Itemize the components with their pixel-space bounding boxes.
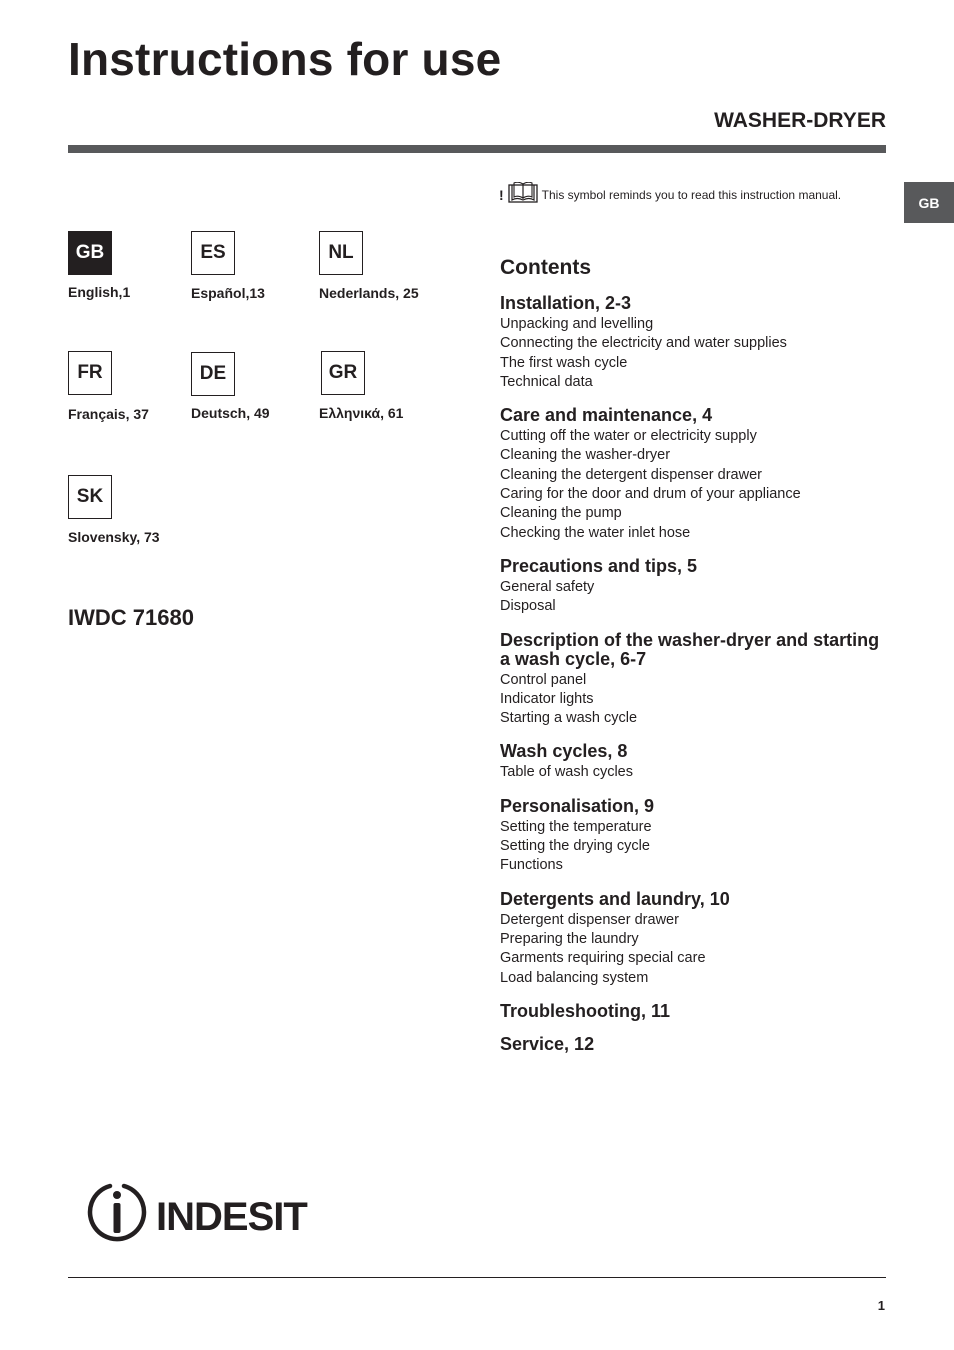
- section-title: Troubleshooting, 11: [500, 1000, 671, 1021]
- page-number: 1: [877, 1298, 885, 1313]
- section-title: Description of the washer-dryer and starting a wash cycle, 6-7: [500, 629, 880, 669]
- section-title: Care and maintenance, 4: [500, 405, 713, 426]
- section-title: Installation, 2-3: [500, 293, 632, 313]
- section-item: Cutting off the water or electricity supply: [500, 428, 757, 445]
- section-item: Caring for the door and drum of your appliance: [500, 486, 801, 503]
- language-label-es[interactable]: Español,13: [191, 285, 265, 301]
- section-item: Indicator lights: [500, 690, 594, 707]
- language-label-fr[interactable]: Français, 37: [68, 406, 149, 422]
- language-box-nl[interactable]: NL: [319, 231, 363, 275]
- footer-rule: [68, 1277, 886, 1278]
- section-item: Functions: [500, 857, 563, 874]
- indesit-logo-mark: [84, 1180, 316, 1242]
- symbol-note: [499, 182, 841, 207]
- symbol-note-text: This symbol reminds you to read this instruction manual.: [541, 187, 842, 202]
- section-item: Setting the temperature: [500, 818, 652, 835]
- section-item: The first wash cycle: [500, 354, 628, 371]
- language-label-gb[interactable]: English,1: [68, 284, 131, 300]
- section-item: Checking the water inlet hose: [500, 524, 691, 541]
- section-item: Cleaning the detergent dispenser drawer: [500, 466, 762, 483]
- contents-section: [500, 742, 890, 782]
- section-item: Control panel: [500, 671, 587, 688]
- model-number: IWDC 71680: [68, 605, 194, 630]
- contents-section: [500, 1035, 890, 1054]
- section-title: Personalisation, 9: [500, 795, 655, 816]
- exclamation-mark: !: [499, 186, 504, 203]
- language-label-sk[interactable]: Slovensky, 73: [68, 529, 160, 545]
- section-title: Service, 12: [500, 1033, 595, 1054]
- contents-section: [500, 294, 890, 392]
- section-item: Cleaning the pump: [500, 505, 622, 522]
- section-item: Cleaning the washer-dryer: [500, 447, 671, 464]
- indesit-logo: [84, 1180, 316, 1242]
- section-item: Setting the drying cycle: [500, 838, 650, 855]
- open-book-icon: [508, 182, 542, 207]
- contents-section: [500, 406, 890, 543]
- language-box-sk[interactable]: SK: [68, 475, 112, 519]
- section-item: Unpacking and levelling: [500, 316, 654, 332]
- section-item: Connecting the electricity and water supplies: [500, 335, 787, 352]
- table-of-contents: [500, 256, 890, 1068]
- logo-wordmark: INDESIT: [156, 1195, 307, 1239]
- page-title: Instructions for use: [68, 33, 502, 85]
- contents-section: [500, 557, 890, 617]
- contents-section: [500, 631, 890, 729]
- language-label-de[interactable]: Deutsch, 49: [191, 405, 270, 421]
- language-box-fr[interactable]: FR: [68, 351, 112, 395]
- contents-section: [500, 797, 890, 876]
- section-title: Wash cycles, 8: [500, 741, 628, 762]
- product-type: WASHER-DRYER: [714, 109, 886, 132]
- section-title: Detergents and laundry, 10: [500, 888, 730, 909]
- section-item: Load balancing system: [500, 969, 649, 986]
- language-box-es[interactable]: ES: [191, 231, 235, 275]
- section-item: Disposal: [500, 598, 556, 615]
- language-box-gb[interactable]: GB: [68, 231, 112, 275]
- contents-section: [500, 1002, 890, 1021]
- language-label-nl[interactable]: Nederlands, 25: [319, 285, 419, 301]
- section-item: Preparing the laundry: [500, 930, 639, 947]
- section-item: General safety: [500, 578, 595, 595]
- language-box-de[interactable]: DE: [191, 352, 235, 396]
- section-item: Detergent dispenser drawer: [500, 911, 679, 928]
- language-label-gr[interactable]: Ελληνικά, 61: [319, 405, 404, 421]
- header-rule: [68, 145, 886, 153]
- contents-section: [500, 890, 890, 988]
- language-side-tab: GB: [904, 182, 954, 223]
- section-title: Precautions and tips, 5: [500, 555, 698, 576]
- section-item: Garments requiring special care: [500, 950, 706, 967]
- contents-heading: Contents: [500, 256, 591, 279]
- section-item: Table of wash cycles: [500, 764, 633, 781]
- section-item: Starting a wash cycle: [500, 710, 638, 727]
- language-box-gr[interactable]: GR: [321, 351, 365, 395]
- section-item: Technical data: [500, 373, 593, 390]
